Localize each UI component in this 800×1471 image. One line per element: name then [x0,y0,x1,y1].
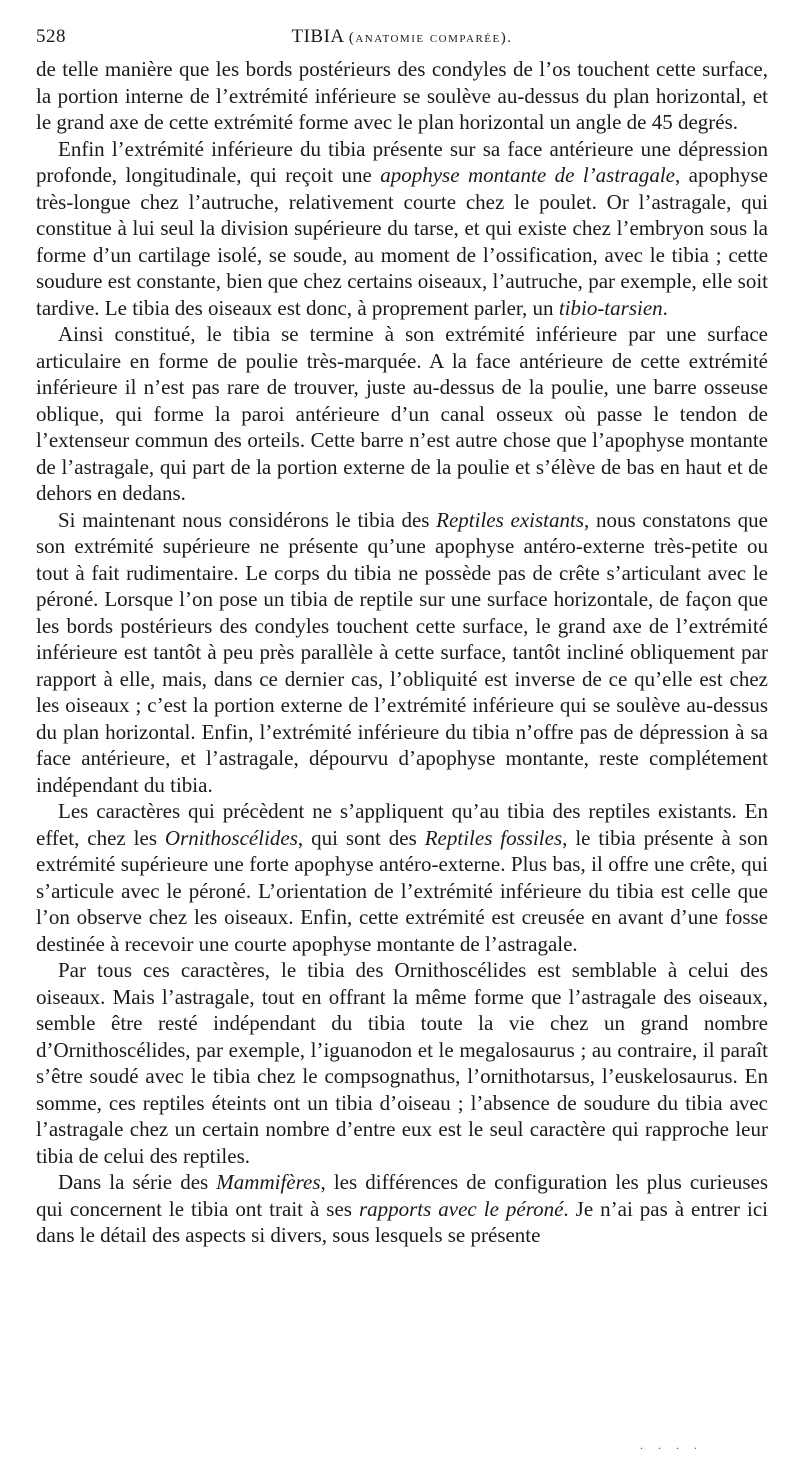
italic-term: Reptiles existants [436,507,584,532]
text-run: Ainsi constitué, le tibia se termine à son extrémité inférieure par une surface articulaire en forme de poulie très-marquée. A la face antérieure de cette extrémité inférieure il n’est pas rare de trouver, juste au-dessus de la poulie, une barre osseuse oblique, qui forme la paroi antérieure d’un canal osseux où passe le tendon de l’extenseur commun des orteils. Cette barre n’est autre chose que l’apophyse montante de l’astragale, qui part de la portion externe de la poulie et s’élève de bas en haut et de dehors en dedans. [36,322,768,505]
paragraph [36,56,768,136]
running-title-sub: (anatomie comparée). [348,30,513,46]
text-run: , nous constatons que son extrémité supérieure ne présente qu’une apophyse antéro-externe très-petite ou tout à fait rudimentaire. Le corps du tibia ne possède pas de crête s’articulant avec le péroné. Lorsque l’on pose un tibia de reptile sur une surface horizontale, de façon que les bords postérieurs des condyles touchent cette surface, le grand axe de l’extrémité inférieure est tantôt à peu près parallèle à cette surface, tantôt incliné obliquement par rapport à elle, mais, dans ce dernier cas, l’obliquité est inverse de ce qu’elle est chez les oiseaux ; c’est la portion externe de l’extrémité inférieure qui se soulève au-dessus du plan horizontal. Enfin, l’extrémité inférieure du tibia n’offre pas de dépression à sa face antérieure, et l’astragale, dépourvu d’apophyse montante, reste complétement indépendant du tibia. [36,507,768,797]
text-run: , le tibia présente à son extrémité supérieure une forte apophyse antéro-externe. Plus bas, il offre une crête, qui s’articule avec le péroné. L’orientation de l’extrémité inférieure du tibia est celle que l’on observe chez les oiseaux. Enfin, cette extrémité est creusée en avant d’une fosse destinée à recevoir une courte apophyse montante de l’astragale. [36,825,768,956]
paragraph [36,957,768,1169]
running-header [36,26,768,56]
text-run: . [662,295,668,320]
text-run: . Je n’ai pas à entrer ici dans le détail des aspects si divers, sous lesquels se présente [36,1196,768,1247]
paragraph [36,136,768,322]
italic-term: rapports avec le péroné [358,1196,564,1221]
body-text [36,56,768,1249]
paragraph [36,798,768,957]
text-run: , apophyse très-longue chez l’autruche, relativement courte chez le poulet. Or l’astragale, qui constitue à lui seul la division supérieure du tarse, et qui existe chez l’embryon sous la forme d’un cartilage isolé, se soude, au moment de l’ossification, avec le tibia ; cette soudure est constante, bien que chez certains oiseaux, l’autruche, par exemple, elle soit tardive. Le tibia des oiseaux est donc, à proprement parler, un [36,163,768,320]
paragraph [36,507,768,799]
text-run: de telle manière que les bords postérieurs des condyles de l’os touchent cette surface, la portion interne de l’extrémité inférieure se soulève au-dessus du plan horizontal, et le grand axe de cette extrémité forme avec le plan horizontal un angle de 45 degrés. [36,57,768,134]
page-number: 528 [36,26,66,47]
italic-term: apophyse montante de l’astragale [380,163,675,187]
italic-term: tibio-tarsien [558,295,663,320]
text-run: Enfin l’extrémité inférieure du tibia présente sur sa face antérieure une dépression profonde, longitudinale, qui reçoit une [36,136,768,187]
text-run: Les caractères qui précèdent ne s’appliquent qu’au tibia des reptiles existants. En effet, chez les [36,799,768,850]
italic-term: Ornithoscélides [164,825,298,850]
text-run: Dans la série des [58,1170,217,1194]
text-run: Par tous ces caractères, le tibia des Ornithoscélides est semblable à celui des oiseaux. Mais l’astragale, tout en offrant la même forme que l’astragale des oiseaux, semble être resté indépendant du tibia toute la vie chez un grand nombre d’Ornithoscélides, par exemple, l’iguanodon et le megalosaurus ; au contraire, il paraît s’être soudé avec le tibia chez le compsognathus, l’ornithotarsus, l’euskelosaurus. En somme, ces reptiles éteints ont un tibia d’oiseau ; l’absence de soudure du tibia avec l’astragale chez un certain nombre d’entre eux est le seul caractère qui rapproche leur tibia de celui des reptiles. [36,958,768,1168]
running-title [36,26,768,48]
text-run: Si maintenant nous considérons le tibia des [58,507,437,532]
text-run: , les différences de configuration les plus curieuses qui concernent le tibia ont trait à ses [36,1170,768,1221]
running-title-main: TIBIA [291,26,344,47]
paragraph [36,1169,768,1249]
paragraph [36,321,768,507]
italic-term: Mammifères [216,1170,321,1194]
footer-marks: . . . . [640,1438,703,1452]
text-run: , qui sont des [297,825,425,850]
italic-term: Reptiles fossiles [424,825,563,850]
